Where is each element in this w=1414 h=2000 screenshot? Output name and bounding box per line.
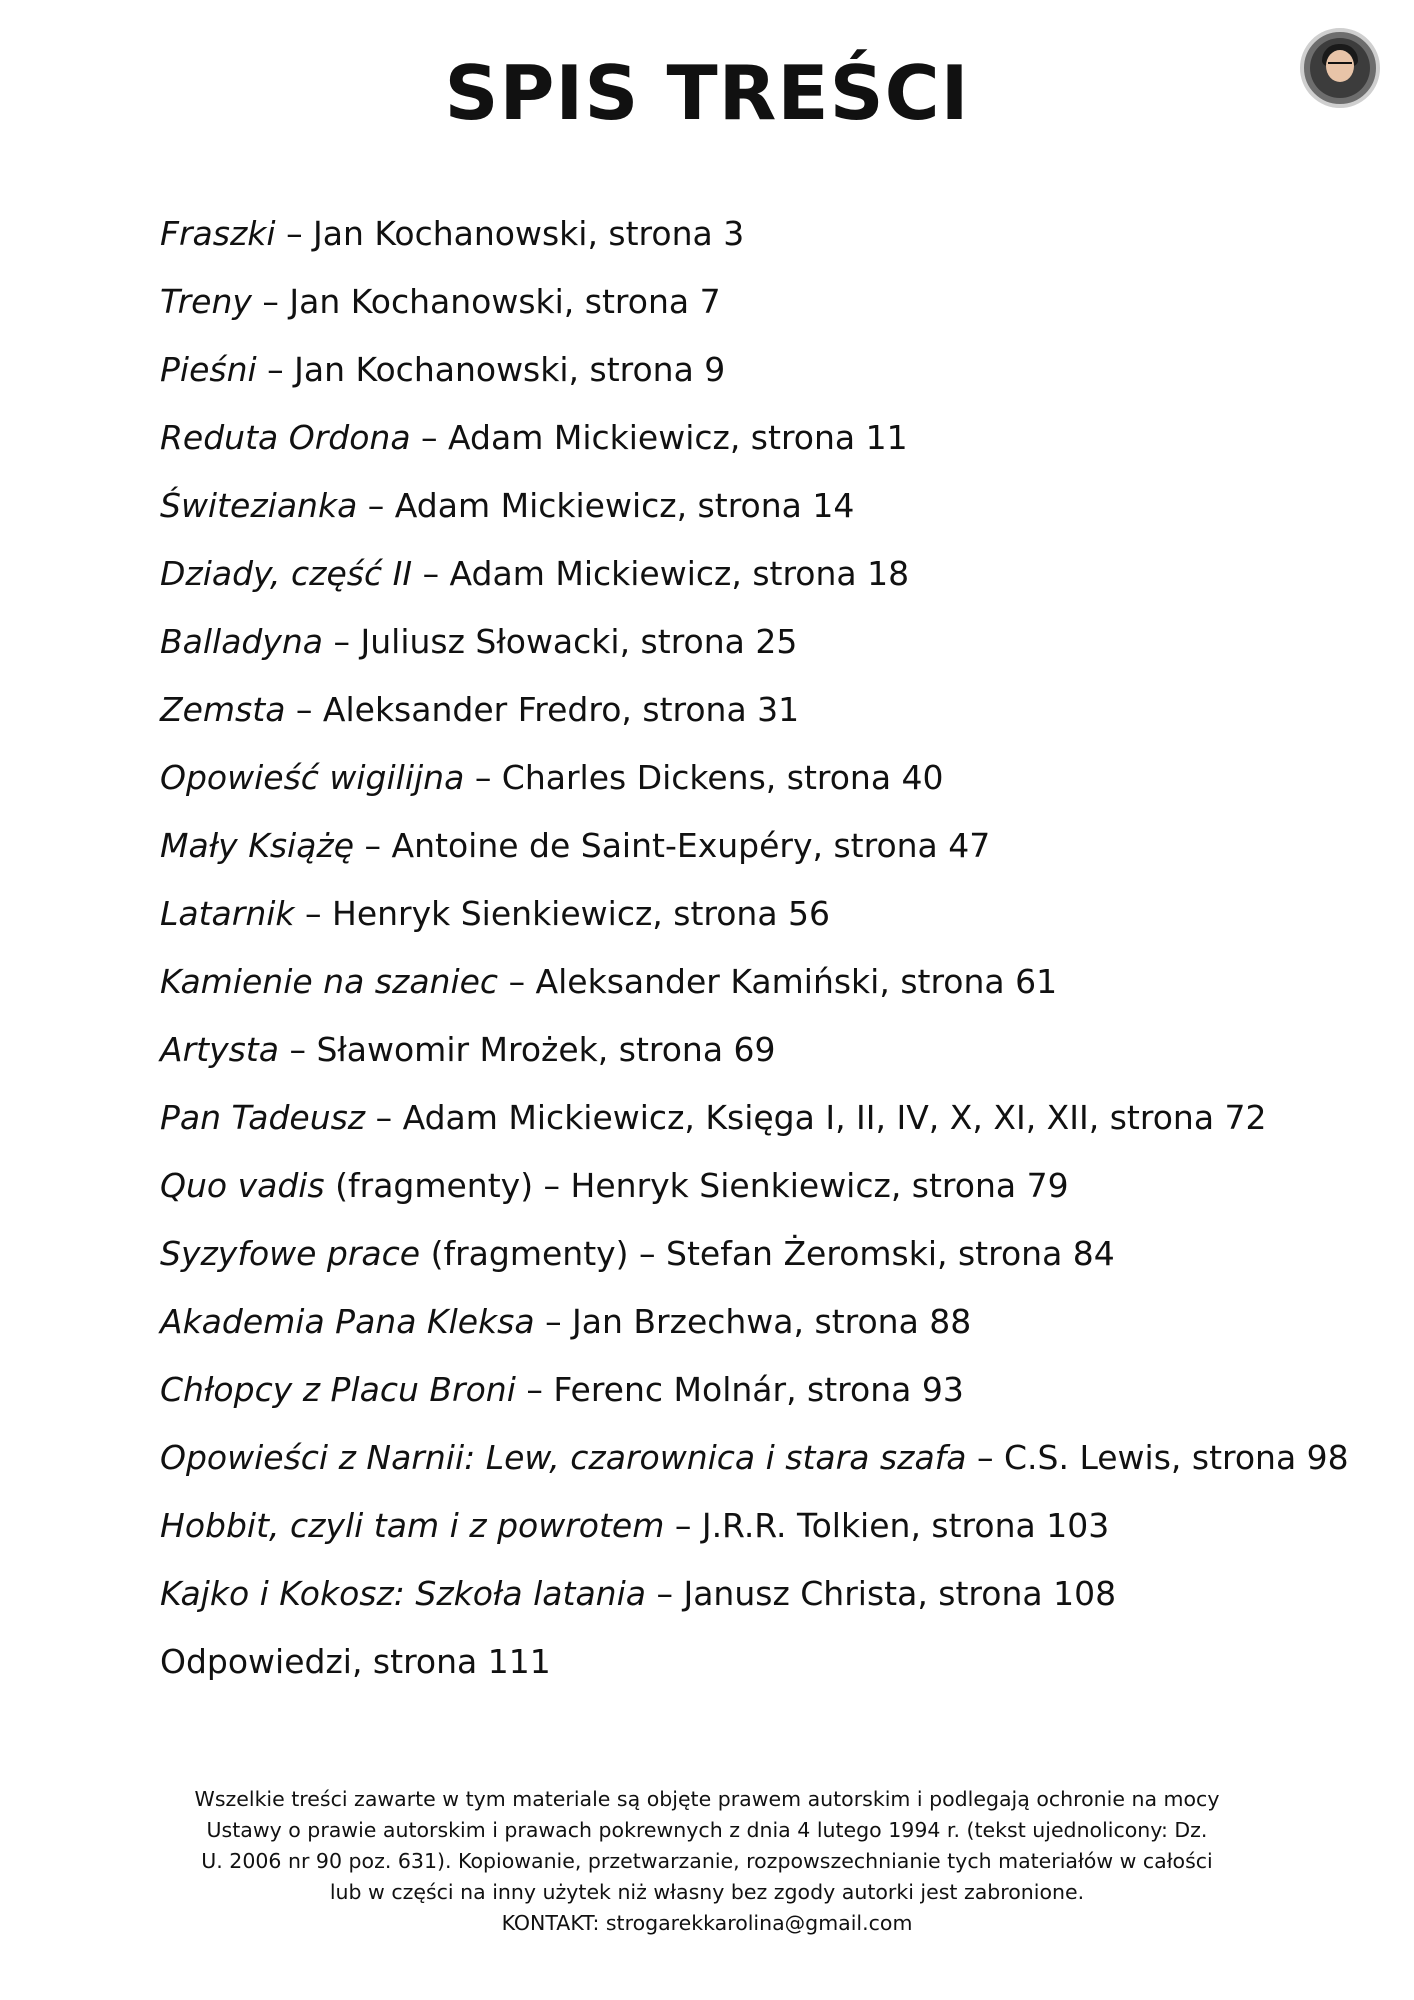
toc-entry [160, 540, 1340, 608]
toc-entry [160, 880, 1340, 948]
toc-entry [160, 1016, 1340, 1084]
toc-entry [160, 336, 1340, 404]
entry-details: – Sławomir Mrożek, strona 69 [278, 1030, 776, 1069]
entry-details: (fragmenty) – Stefan Żeromski, strona 84 [420, 1234, 1115, 1273]
work-title: Pieśni [160, 350, 257, 389]
copyright-notice [150, 1784, 1264, 1939]
copyright-line: Ustawy o prawie autorskim i prawach pokrewnych z dnia 4 lutego 1994 r. (tekst ujednolicony: Dz. [206, 1818, 1208, 1842]
toc-entry [160, 1084, 1340, 1152]
entry-details: – Charles Dickens, strona 40 [464, 758, 944, 797]
toc-entry [160, 472, 1340, 540]
toc-entry [160, 1560, 1340, 1628]
toc-entry [160, 1492, 1340, 1560]
toc-entry-answers [160, 1628, 1340, 1696]
toc-entry [160, 608, 1340, 676]
work-title: Fraszki [160, 214, 276, 253]
entry-details: – Henryk Sienkiewicz, strona 56 [294, 894, 831, 933]
work-title: Kajko i Kokosz: Szkoła latania [160, 1574, 646, 1613]
entry-details: – Jan Kochanowski, strona 9 [256, 350, 726, 389]
toc-entry [160, 1152, 1340, 1220]
entry-details: Odpowiedzi, strona 111 [160, 1642, 551, 1681]
work-title: Pan Tadeusz [160, 1098, 366, 1137]
work-title: Opowieść wigilijna [160, 758, 465, 797]
entry-details: – Aleksander Kamiński, strona 61 [498, 962, 1058, 1001]
toc-entry [160, 1424, 1349, 1492]
work-title: Balladyna [160, 622, 324, 661]
toc-entry [160, 948, 1340, 1016]
entry-details: – C.S. Lewis, strona 98 [966, 1438, 1349, 1477]
entry-details: – Janusz Christa, strona 108 [646, 1574, 1117, 1613]
work-title: Zemsta [160, 690, 286, 729]
toc-entry [160, 1288, 1340, 1356]
entry-details: – Aleksander Fredro, strona 31 [285, 690, 800, 729]
work-title: Chłopcy z Placu Broni [160, 1370, 516, 1409]
copyright-line: lub w części na inny użytek niż własny bez zgody autorki jest zabronione. [329, 1880, 1085, 1904]
toc-entry [160, 200, 1340, 268]
avatar-portrait-icon [1300, 28, 1380, 108]
page-title: SPIS TREŚCI [444, 49, 970, 137]
copyright-line: U. 2006 nr 90 poz. 631). Kopiowanie, przetwarzanie, rozpowszechnianie tych materiałów w całości [201, 1849, 1213, 1873]
table-of-contents [160, 200, 1349, 1696]
work-title: Latarnik [160, 894, 295, 933]
work-title: Quo vadis [160, 1166, 325, 1205]
entry-details: – Ferenc Molnár, strona 93 [515, 1370, 964, 1409]
entry-details: – J.R.R. Tolkien, strona 103 [664, 1506, 1110, 1545]
entry-details: – Adam Mickiewicz, strona 18 [412, 554, 910, 593]
entry-details: (fragmenty) – Henryk Sienkiewicz, strona 79 [324, 1166, 1069, 1205]
work-title: Dziady, część II [160, 554, 413, 593]
work-title: Kamienie na szaniec [160, 962, 499, 1001]
work-title: Akademia Pana Kleksa [160, 1302, 535, 1341]
toc-entry [160, 268, 1340, 336]
entry-details: – Adam Mickiewicz, strona 11 [410, 418, 908, 457]
entry-details: – Jan Kochanowski, strona 3 [275, 214, 745, 253]
entry-details: – Jan Kochanowski, strona 7 [251, 282, 721, 321]
work-title: Mały Książę [160, 826, 355, 865]
work-title: Hobbit, czyli tam i z powrotem [160, 1506, 665, 1545]
entry-details: – Antoine de Saint-Exupéry, strona 47 [354, 826, 991, 865]
contact-line: KONTAKT: strogarekkarolina@gmail.com [501, 1911, 913, 1935]
toc-entry [160, 812, 1340, 880]
toc-entry [160, 676, 1340, 744]
work-title: Świtezianka [160, 486, 358, 525]
toc-entry [160, 1220, 1340, 1288]
toc-entry [160, 1356, 1340, 1424]
entry-details: – Juliusz Słowacki, strona 25 [323, 622, 798, 661]
toc-entry [160, 744, 1340, 812]
work-title: Reduta Ordona [160, 418, 411, 457]
entry-details: – Jan Brzechwa, strona 88 [534, 1302, 972, 1341]
copyright-line: Wszelkie treści zawarte w tym materiale są objęte prawem autorskim i podlegają ochronie na mocy [194, 1787, 1220, 1811]
work-title: Treny [160, 282, 252, 321]
work-title: Syzyfowe prace [160, 1234, 421, 1273]
work-title: Artysta [160, 1030, 279, 1069]
toc-entry [160, 404, 1340, 472]
entry-details: – Adam Mickiewicz, Księga I, II, IV, X, XI, XII, strona 72 [365, 1098, 1267, 1137]
entry-details: – Adam Mickiewicz, strona 14 [357, 486, 855, 525]
work-title: Opowieści z Narnii: Lew, czarownica i stara szafa [160, 1438, 967, 1477]
